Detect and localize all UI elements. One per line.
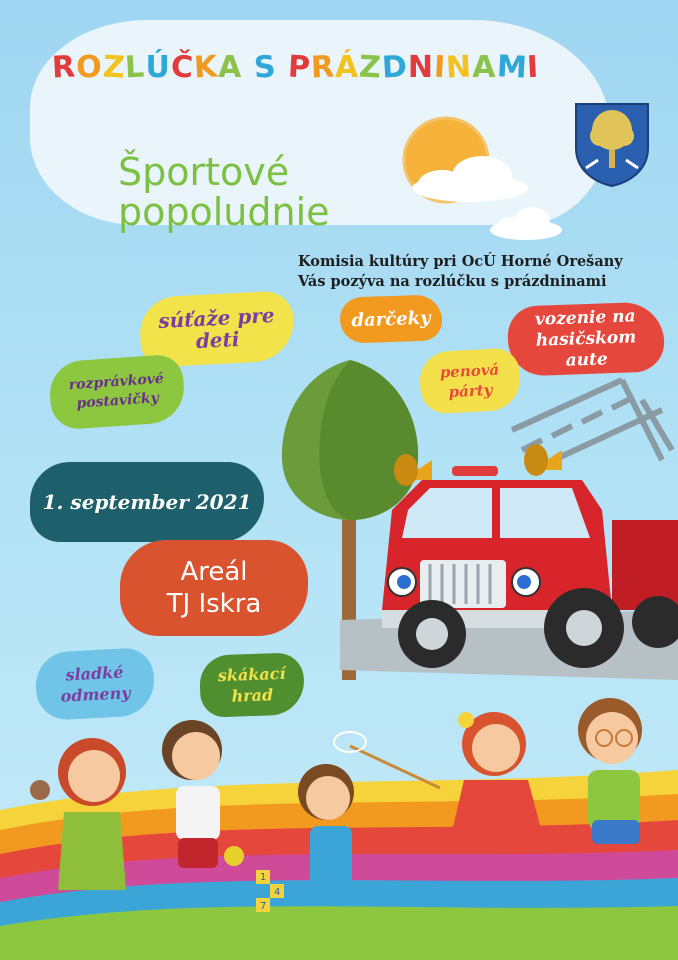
bubble-sutaze-text: súťaže pre deti — [157, 302, 276, 354]
small-cloud-icon — [486, 202, 564, 242]
title-letter: N — [407, 50, 435, 85]
title-letter: L — [124, 49, 147, 86]
title-letter: N — [445, 49, 474, 86]
title-letter: I — [433, 49, 448, 86]
title-letter: S — [252, 49, 278, 86]
invitation-line-2: Vás pozýva na rozlúčku s prázdninami — [298, 273, 607, 290]
title-letter: R — [51, 49, 78, 86]
event-title — [52, 50, 540, 85]
block-2: 4 — [274, 887, 281, 898]
bubble-rozpravkove-text: rozprávkové postavičky — [68, 370, 165, 412]
title-letter: A — [472, 50, 497, 85]
bubble-darceky-text: darčeky — [351, 307, 431, 331]
bubble-vozenie-text: vozenie na hasičskom aute — [534, 305, 637, 371]
invitation-line-1: Komisia kultúry pri OcÚ Horné Orešany — [298, 253, 623, 270]
title-letter: P — [287, 49, 312, 86]
title-letter: Z — [101, 49, 127, 86]
title-letter: I — [526, 49, 541, 86]
title-letter: R — [310, 49, 336, 86]
title-letter: Z — [358, 49, 383, 86]
title-letter: A — [218, 50, 243, 85]
bubble-vozenie — [507, 301, 665, 376]
bubble-sladke-text: sladké odmeny — [60, 662, 131, 706]
bubble-darceky — [339, 294, 443, 344]
event-date: 1. september 2021 — [42, 490, 252, 514]
venue-line-2: TJ Iskra — [166, 589, 262, 619]
subtitle-line-1: Športové — [118, 150, 290, 194]
fire-truck-illustration — [372, 370, 678, 670]
bubble-penova — [418, 347, 521, 414]
bubble-skakaci-text: skákací hrad — [217, 663, 286, 706]
bubble-date — [30, 462, 264, 542]
title-letter: Ú — [145, 50, 171, 85]
subtitle-line-2: popoludnie — [118, 190, 330, 234]
title-letter — [276, 50, 287, 85]
title-letter: M — [495, 49, 529, 86]
bubble-rozpravkove — [48, 353, 186, 430]
coat-of-arms-icon — [572, 100, 652, 188]
title-letter: Á — [335, 50, 360, 85]
children-illustration — [20, 690, 678, 960]
bubble-venue — [120, 540, 308, 636]
title-letter: D — [381, 49, 409, 86]
title-letter: O — [76, 50, 103, 85]
invitation-text — [298, 252, 623, 292]
bubble-penova-text: penová párty — [439, 360, 500, 402]
venue-line-1: Areál — [180, 557, 248, 587]
block-1: 1 — [260, 872, 267, 883]
title-letter: Č — [169, 49, 195, 86]
title-letter: K — [193, 49, 220, 86]
block-3: 7 — [260, 901, 267, 912]
